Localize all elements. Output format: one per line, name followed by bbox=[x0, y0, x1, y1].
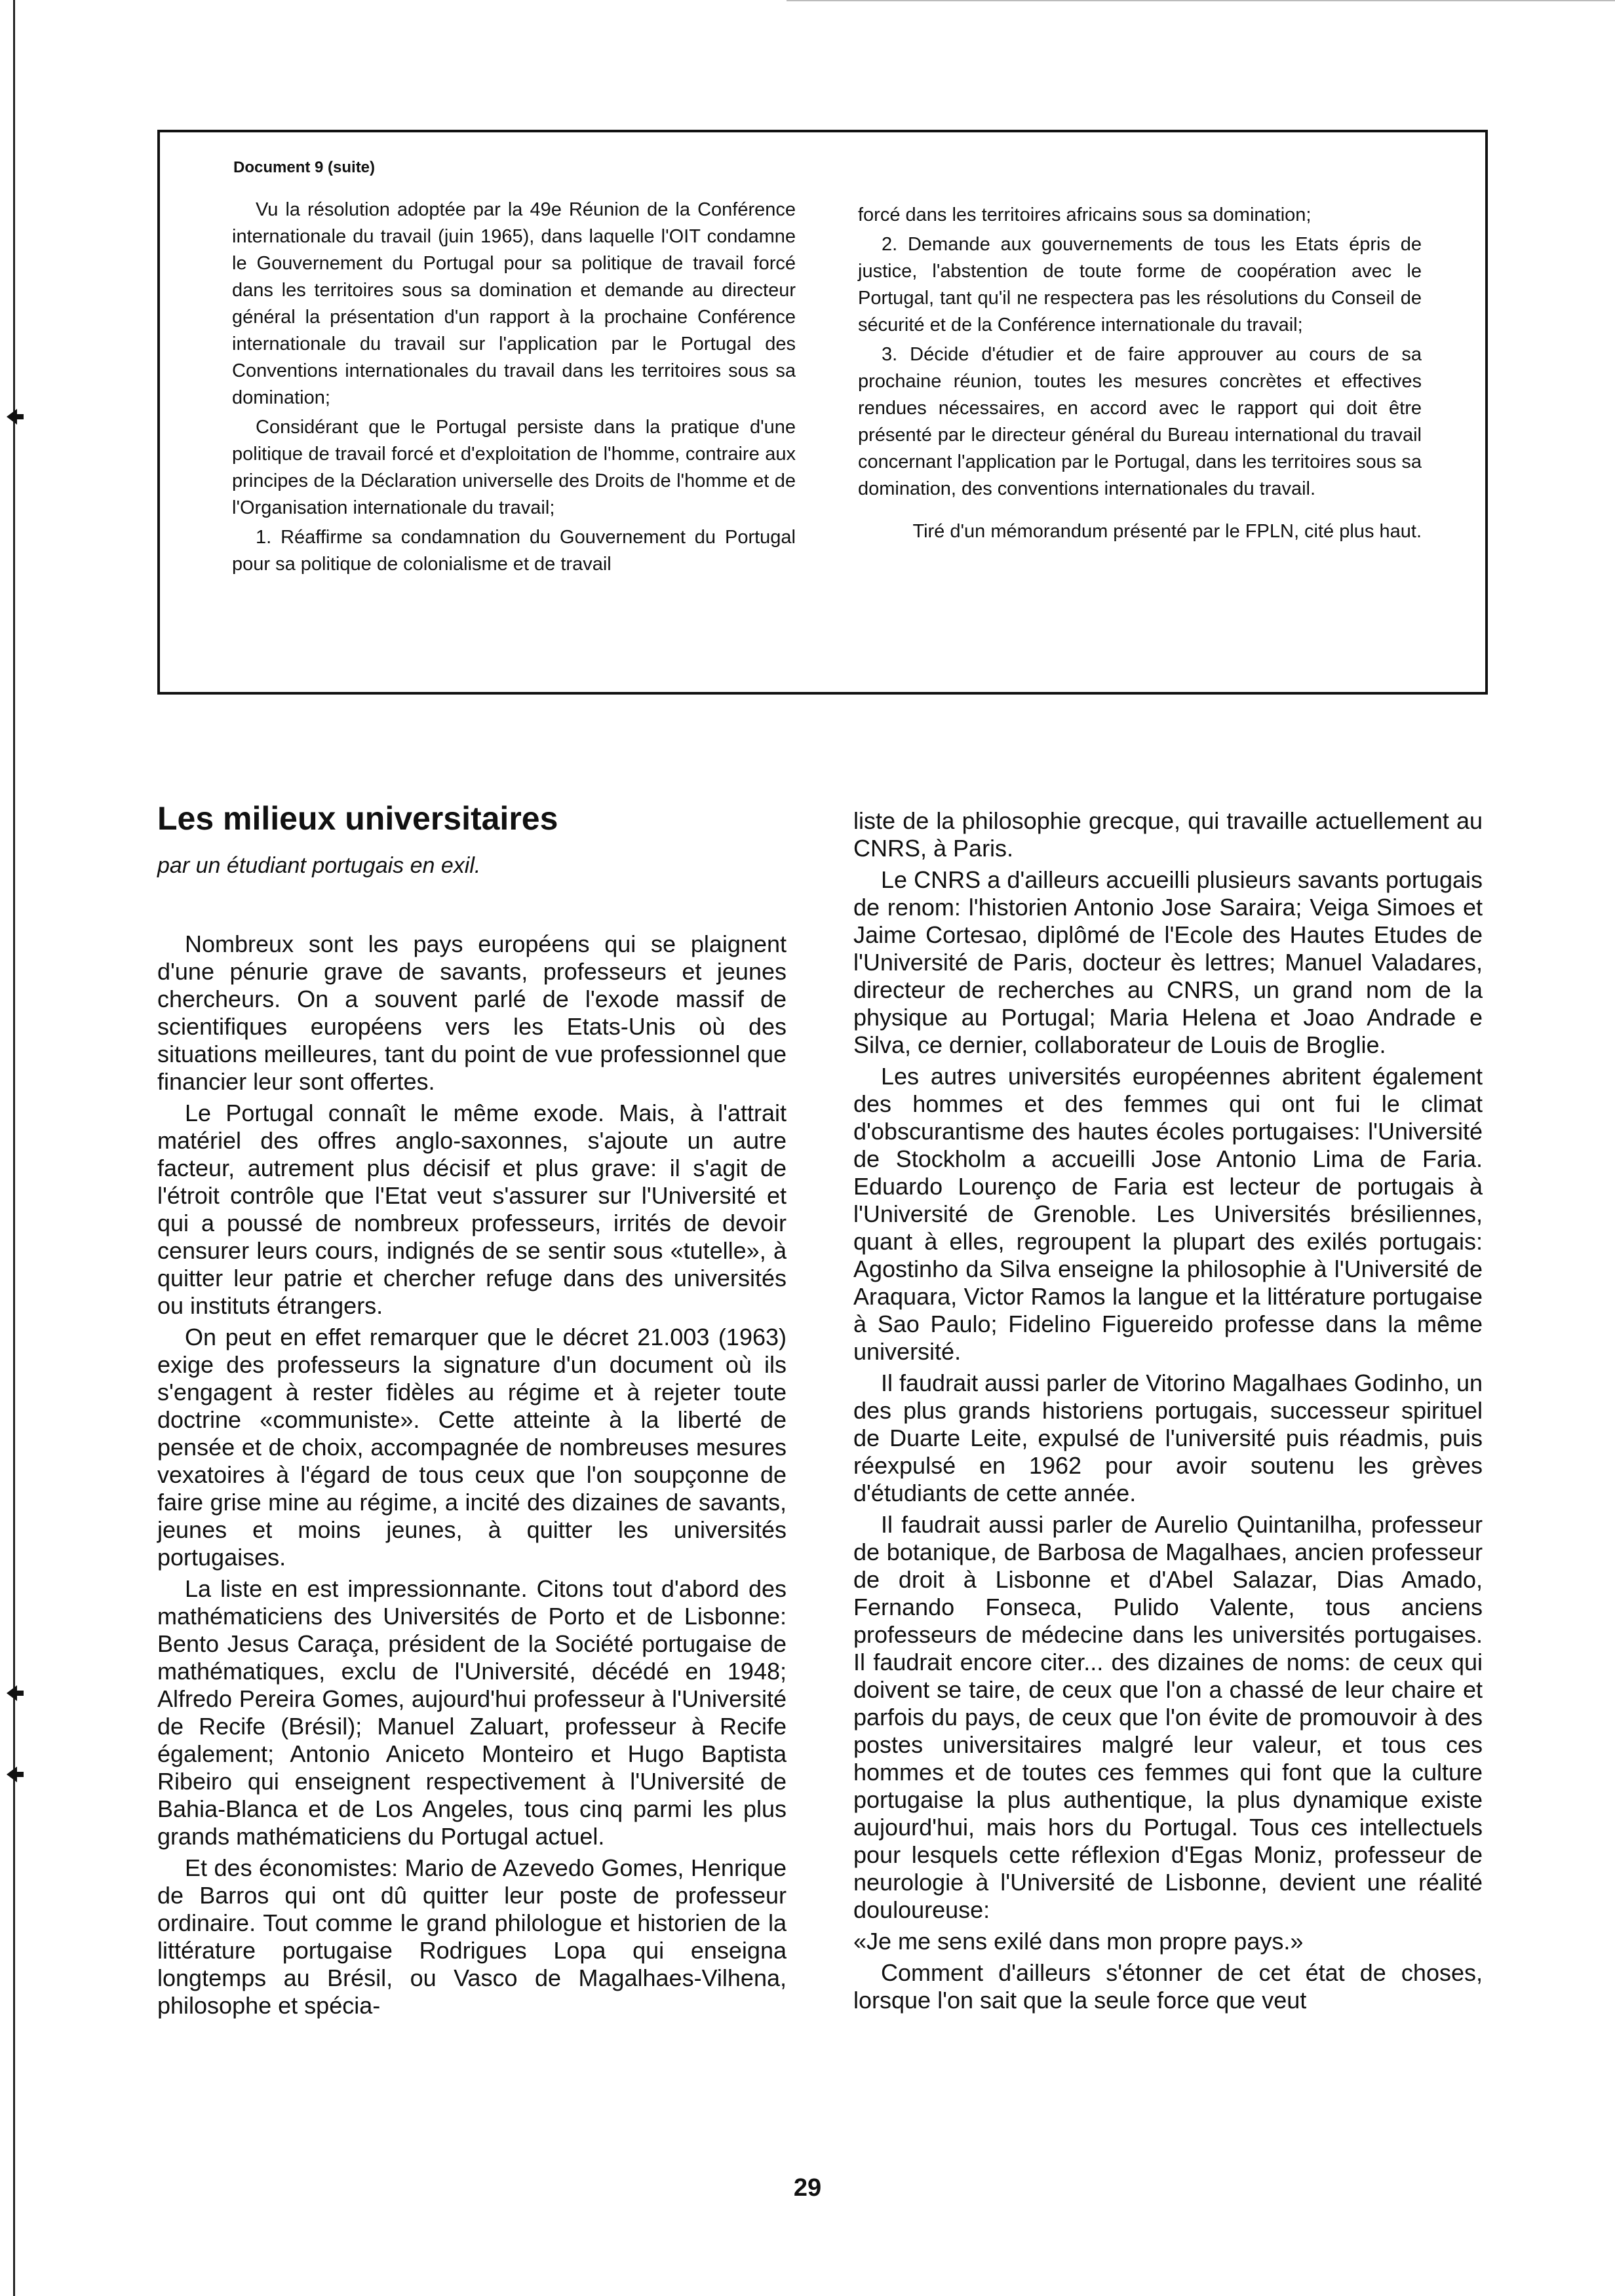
box-paragraph: 2. Demande aux gouvernements de tous les Etats épris de justice, l'abstention de toute forme de coopération avec le Portugal, tant qu'il ne respectera pas les résolutions du Conseil de sécurité et de la Conférence internationale du travail; bbox=[858, 234, 1422, 335]
article-paragraph: Les autres universités européennes abritent également des hommes et des femmes qui ont fui le climat d'obscurantisme des hautes écoles portugaises: l'Université de Stockholm a accueilli Jose Antonio Lima de Faria. Eduardo Lourenço de Faria est lecteur de portugais à l'Université de Grenoble. Les Universités brésiliennes, quant à elles, regroupent la plupart des exilés portugais: Agostinho da Silva enseigne la philosophie à l'Université de Araquara, Victor Ramos la langue et la littérature portugaise à Sao Paulo; Fidelino Figuereido professe dans la même université. bbox=[853, 1063, 1483, 1365]
page-number: 29 bbox=[793, 2174, 822, 2202]
article-right-column bbox=[853, 807, 1483, 2018]
article-paragraph: Comment d'ailleurs s'étonner de cet état de choses, lorsque l'on sait que la seule force que veut bbox=[853, 1959, 1483, 2014]
margin-arrow-icon bbox=[3, 405, 26, 429]
box-paragraph: 3. Décide d'étudier et de faire approuver au cours de sa prochaine réunion, toutes les mesures concrètes et effectives rendues nécessaires, en accord avec le rapport qui doit être présenté par le directeur général du Bureau international du travail concernant l'application par le Portugal, dans les territoires sous sa domination, des conventions internationales du travail. bbox=[858, 344, 1422, 499]
margin-arrow-icon bbox=[3, 1763, 26, 1786]
article-paragraph: Il faudrait aussi parler de Aurelio Quintanilha, professeur de botanique, de Barbosa de Magalhaes, ancien professeur de droit à Lisbonne et d'Abel Salazar, Dias Amado, Fernando Fonseca, Pulido Valente, tous anciens professeurs de médecine dans les universités portugaises. Il faudrait encore citer... des dizaines de noms: de ceux qui doivent se taire, de ceux que l'on a chassé de leur chaire et parfois du pays, de ceux que l'on évite de promouvoir à des postes universitaires malgré leur valeur, et tous ces hommes et de toutes ces femmes qui font que la culture portugaise la plus authentique, la plus dynamique existe aujourd'hui, mais hors du Portugal. Tous ces intellectuels pour lesquels cette réflexion d'Egas Moniz, professeur de neurologie à l'Université de Lisbonne, devient une réalité douloureuse: bbox=[853, 1511, 1483, 1923]
box-paragraph: forcé dans les territoires africains sous sa domination; bbox=[858, 204, 1312, 225]
box-paragraph: Vu la résolution adoptée par la 49e Réunion de la Conférence internationale du travail (juin 1965), dans laquelle l'OIT condamne le Gouvernement du Portugal pour sa politique de travail forcé dans les territoires sous sa domination et demande au directeur général la présentation d'un rapport à la prochaine Conférence internationale du travail sur l'application par le Portugal des Conventions internationales du travail dans les territoires sous sa domination; bbox=[232, 199, 796, 408]
box-source-note: Tiré d'un mémorandum présenté par le FPLN, cité plus haut. bbox=[912, 521, 1422, 542]
article-paragraph: Nombreux sont les pays européens qui se plaignent d'une pénurie grave de savants, professeurs et jeunes chercheurs. On a souvent parlé de l'exode massif de scientifiques européens vers les Etats-Unis où des situations meilleures, tant du point de vue professionnel que financier leur sont offertes. bbox=[157, 930, 787, 1095]
article-paragraph: Le Portugal connaît le même exode. Mais, à l'attrait matériel des offres anglo-saxonnes, s'ajoute un autre facteur, autrement plus décisif et plus grave: il s'agit de l'étroit contrôle que l'Etat veut s'assurer sur l'Université et qui a poussé de nombreux professeurs, irrités de devoir censurer leurs cours, indignés de se sentir sous «tutelle», à quitter leur patrie et chercher refuge dans des universités ou instituts étrangers. bbox=[157, 1100, 787, 1319]
document-box bbox=[157, 130, 1488, 695]
article-paragraph: La liste en est impressionnante. Citons tout d'abord des mathématiciens des Universités de Porto et de Lisbonne: Bento Jesus Caraça, président de la Société portugaise de mathématiques, exclu de l'Université, décédé en 1948; Alfredo Pereira Gomes, aujourd'hui professeur à l'Université de Recife (Brésil); Manuel Zaluart, professeur à Recife également; Antonio Aniceto Monteiro et Hugo Baptista Ribeiro qui enseignent respectivement à l'Université de Bahia-Blanca et de Los Angeles, tous cinq parmi les plus grands mathématiciens du Portugal actuel. bbox=[157, 1575, 787, 1850]
box-paragraph: 1. Réaffirme sa condamnation du Gouvernement du Portugal pour sa politique de colonialisme et de travail bbox=[232, 527, 796, 575]
article-paragraph: On peut en effet remarquer que le décret 21.003 (1963) exige des professeurs la signature d'un document où ils s'engagent à rester fidèles au régime et à rejeter toute doctrine «communiste». Cette atteinte à la liberté de pensée et de choix, accompagnée de nombreuses mesures vexatoires à l'égard de tous ceux que l'on soupçonne de faire grise mine au régime, a incité des dizaines de savants, jeunes et moins jeunes, à quitter les universités portugaises. bbox=[157, 1324, 787, 1571]
article-paragraph: Et des économistes: Mario de Azevedo Gomes, Henrique de Barros qui ont dû quitter leur poste de professeur ordinaire. Tout comme le grand philologue et historien de la littérature portugaise Rodrigues Lopa qui enseigna longtemps au Brésil, ou Vasco de Magalhaes-Vilhena, philosophe et spécia- bbox=[157, 1854, 787, 2019]
scan-edge bbox=[13, 0, 15, 2296]
box-label: Document 9 (suite) bbox=[233, 159, 376, 176]
article-paragraph: Le CNRS a d'ailleurs accueilli plusieurs savants portugais de renom: l'historien Antonio Jose Saraira; Veiga Simoes et Jaime Cortesao, diplômé de l'Ecole des Hautes Etudes de l'Université de Paris, docteur ès lettres; Manuel Valadares, directeur de recherches au CNRS, un grand nom de la physique au Portugal; Maria Helena et Joao Andrade e Silva, ce dernier, collaborateur de Louis de Broglie. bbox=[853, 866, 1483, 1058]
article-quote: «Je me sens exilé dans mon propre pays.» bbox=[853, 1928, 1304, 1955]
article-paragraph: liste de la philosophie grecque, qui travaille actuellement au CNRS, à Paris. bbox=[853, 807, 1483, 862]
article-left-column bbox=[157, 930, 787, 2023]
article-title: Les milieux universitaires bbox=[157, 800, 558, 837]
box-left-column bbox=[232, 197, 796, 581]
article-subtitle: par un étudiant portugais en exil. bbox=[157, 853, 481, 878]
box-right-column bbox=[858, 202, 1422, 548]
scan-edge-top bbox=[787, 0, 1615, 1]
article-paragraph: Il faudrait aussi parler de Vitorino Magalhaes Godinho, un des plus grands historiens portugais, successeur spirituel de Duarte Leite, expulsé de l'université puis réadmis, puis réexpulsé en 1962 pour avoir soutenu les grèves d'étudiants de cette année. bbox=[853, 1369, 1483, 1506]
box-paragraph: Considérant que le Portugal persiste dans la pratique d'une politique de travail forcé et d'exploitation de l'homme, contraire aux principes de la Déclaration universelle des Droits de l'homme et de l'Organisation internationale du travail; bbox=[232, 417, 796, 518]
margin-arrow-icon bbox=[3, 1681, 26, 1705]
